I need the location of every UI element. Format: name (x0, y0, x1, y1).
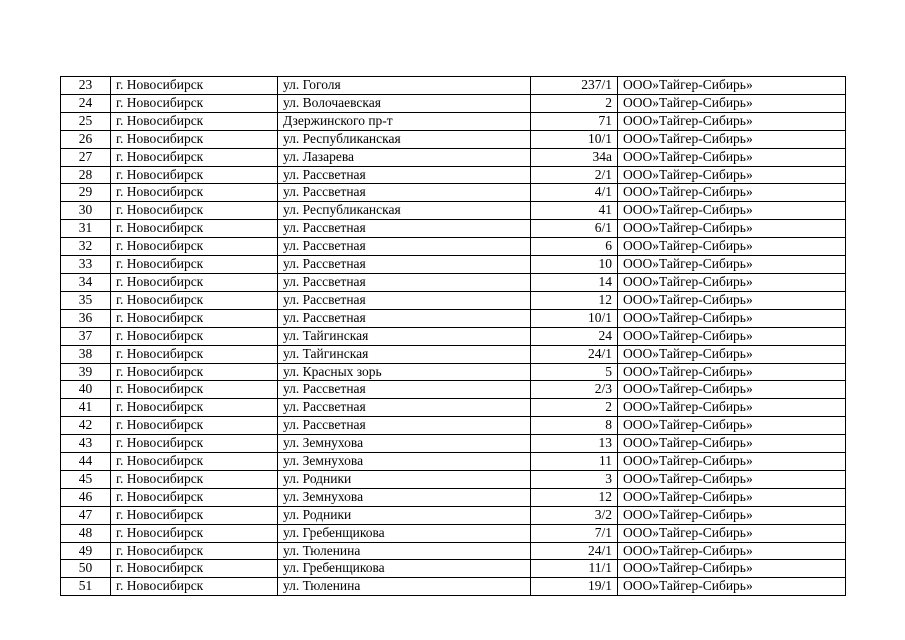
city-cell: г. Новосибирск (111, 345, 278, 363)
house-number-cell: 12 (531, 488, 618, 506)
company-cell: ООО»Тайгер-Сибирь» (618, 148, 846, 166)
street-cell: ул. Красных зорь (278, 363, 531, 381)
company-cell: ООО»Тайгер-Сибирь» (618, 524, 846, 542)
company-cell: ООО»Тайгер-Сибирь» (618, 291, 846, 309)
house-number-cell: 6 (531, 238, 618, 256)
company-cell: ООО»Тайгер-Сибирь» (618, 506, 846, 524)
city-cell: г. Новосибирск (111, 220, 278, 238)
street-cell: ул. Тайгинская (278, 345, 531, 363)
house-number-cell: 2 (531, 399, 618, 417)
company-cell: ООО»Тайгер-Сибирь» (618, 488, 846, 506)
street-cell: ул. Республиканская (278, 130, 531, 148)
row-number-cell: 23 (61, 77, 111, 95)
street-cell: ул. Гоголя (278, 77, 531, 95)
street-cell: ул. Земнухова (278, 453, 531, 471)
city-cell: г. Новосибирск (111, 112, 278, 130)
row-number-cell: 49 (61, 542, 111, 560)
city-cell: г. Новосибирск (111, 363, 278, 381)
street-cell: ул. Рассветная (278, 399, 531, 417)
table-row (61, 524, 846, 542)
city-cell: г. Новосибирск (111, 542, 278, 560)
street-cell: ул. Рассветная (278, 220, 531, 238)
company-cell: ООО»Тайгер-Сибирь» (618, 578, 846, 596)
table-row (61, 417, 846, 435)
house-number-cell: 13 (531, 435, 618, 453)
house-number-cell: 5 (531, 363, 618, 381)
table-row (61, 184, 846, 202)
table-row (61, 238, 846, 256)
row-number-cell: 36 (61, 309, 111, 327)
company-cell: ООО»Тайгер-Сибирь» (618, 166, 846, 184)
company-cell: ООО»Тайгер-Сибирь» (618, 309, 846, 327)
table-row (61, 453, 846, 471)
street-cell: ул. Рассветная (278, 381, 531, 399)
table-row (61, 273, 846, 291)
street-cell: ул. Рассветная (278, 184, 531, 202)
company-cell: ООО»Тайгер-Сибирь» (618, 417, 846, 435)
street-cell: ул. Тюленина (278, 542, 531, 560)
row-number-cell: 33 (61, 256, 111, 274)
house-number-cell: 3 (531, 470, 618, 488)
table-row (61, 256, 846, 274)
house-number-cell: 10 (531, 256, 618, 274)
table-row (61, 381, 846, 399)
street-cell: ул. Родники (278, 470, 531, 488)
row-number-cell: 40 (61, 381, 111, 399)
row-number-cell: 27 (61, 148, 111, 166)
city-cell: г. Новосибирск (111, 399, 278, 417)
house-number-cell: 8 (531, 417, 618, 435)
row-number-cell: 31 (61, 220, 111, 238)
house-number-cell: 2 (531, 94, 618, 112)
table-row (61, 291, 846, 309)
row-number-cell: 34 (61, 273, 111, 291)
row-number-cell: 46 (61, 488, 111, 506)
row-number-cell: 26 (61, 130, 111, 148)
house-number-cell: 19/1 (531, 578, 618, 596)
house-number-cell: 41 (531, 202, 618, 220)
street-cell: ул. Лазарева (278, 148, 531, 166)
city-cell: г. Новосибирск (111, 166, 278, 184)
city-cell: г. Новосибирск (111, 453, 278, 471)
city-cell: г. Новосибирск (111, 184, 278, 202)
house-number-cell: 10/1 (531, 309, 618, 327)
street-cell: ул. Рассветная (278, 309, 531, 327)
street-cell: Дзержинского пр-т (278, 112, 531, 130)
table-row (61, 345, 846, 363)
company-cell: ООО»Тайгер-Сибирь» (618, 273, 846, 291)
company-cell: ООО»Тайгер-Сибирь» (618, 435, 846, 453)
company-cell: ООО»Тайгер-Сибирь» (618, 220, 846, 238)
row-number-cell: 50 (61, 560, 111, 578)
table-row (61, 488, 846, 506)
street-cell: ул. Гребенщикова (278, 560, 531, 578)
company-cell: ООО»Тайгер-Сибирь» (618, 399, 846, 417)
house-number-cell: 2/3 (531, 381, 618, 399)
street-cell: ул. Родники (278, 506, 531, 524)
city-cell: г. Новосибирск (111, 309, 278, 327)
row-number-cell: 30 (61, 202, 111, 220)
house-number-cell: 71 (531, 112, 618, 130)
table-row (61, 470, 846, 488)
table-row (61, 399, 846, 417)
company-cell: ООО»Тайгер-Сибирь» (618, 238, 846, 256)
company-cell: ООО»Тайгер-Сибирь» (618, 184, 846, 202)
city-cell: г. Новосибирск (111, 381, 278, 399)
row-number-cell: 44 (61, 453, 111, 471)
city-cell: г. Новосибирск (111, 578, 278, 596)
city-cell: г. Новосибирск (111, 291, 278, 309)
company-cell: ООО»Тайгер-Сибирь» (618, 363, 846, 381)
company-cell: ООО»Тайгер-Сибирь» (618, 453, 846, 471)
company-cell: ООО»Тайгер-Сибирь» (618, 256, 846, 274)
house-number-cell: 10/1 (531, 130, 618, 148)
house-number-cell: 237/1 (531, 77, 618, 95)
city-cell: г. Новосибирск (111, 417, 278, 435)
city-cell: г. Новосибирск (111, 202, 278, 220)
house-number-cell: 4/1 (531, 184, 618, 202)
house-number-cell: 24/1 (531, 345, 618, 363)
house-number-cell: 12 (531, 291, 618, 309)
city-cell: г. Новосибирск (111, 327, 278, 345)
table-row (61, 560, 846, 578)
street-cell: ул. Земнухова (278, 488, 531, 506)
city-cell: г. Новосибирск (111, 130, 278, 148)
row-number-cell: 43 (61, 435, 111, 453)
city-cell: г. Новосибирск (111, 470, 278, 488)
row-number-cell: 28 (61, 166, 111, 184)
house-number-cell: 3/2 (531, 506, 618, 524)
table-row (61, 435, 846, 453)
row-number-cell: 41 (61, 399, 111, 417)
city-cell: г. Новосибирск (111, 560, 278, 578)
house-number-cell: 24/1 (531, 542, 618, 560)
table-row (61, 130, 846, 148)
row-number-cell: 39 (61, 363, 111, 381)
row-number-cell: 47 (61, 506, 111, 524)
company-cell: ООО»Тайгер-Сибирь» (618, 77, 846, 95)
row-number-cell: 37 (61, 327, 111, 345)
table-row (61, 202, 846, 220)
city-cell: г. Новосибирск (111, 94, 278, 112)
street-cell: ул. Гребенщикова (278, 524, 531, 542)
street-cell: ул. Рассветная (278, 273, 531, 291)
street-cell: ул. Тюленина (278, 578, 531, 596)
house-number-cell: 11 (531, 453, 618, 471)
row-number-cell: 42 (61, 417, 111, 435)
row-number-cell: 51 (61, 578, 111, 596)
table-row (61, 363, 846, 381)
address-table (60, 76, 846, 596)
address-table-body (61, 77, 846, 596)
city-cell: г. Новосибирск (111, 256, 278, 274)
company-cell: ООО»Тайгер-Сибирь» (618, 202, 846, 220)
city-cell: г. Новосибирск (111, 238, 278, 256)
company-cell: ООО»Тайгер-Сибирь» (618, 542, 846, 560)
house-number-cell: 2/1 (531, 166, 618, 184)
house-number-cell: 24 (531, 327, 618, 345)
row-number-cell: 29 (61, 184, 111, 202)
street-cell: ул. Рассветная (278, 166, 531, 184)
city-cell: г. Новосибирск (111, 148, 278, 166)
company-cell: ООО»Тайгер-Сибирь» (618, 112, 846, 130)
city-cell: г. Новосибирск (111, 273, 278, 291)
street-cell: ул. Земнухова (278, 435, 531, 453)
company-cell: ООО»Тайгер-Сибирь» (618, 560, 846, 578)
table-row (61, 327, 846, 345)
table-row (61, 506, 846, 524)
row-number-cell: 38 (61, 345, 111, 363)
row-number-cell: 48 (61, 524, 111, 542)
house-number-cell: 14 (531, 273, 618, 291)
street-cell: ул. Республиканская (278, 202, 531, 220)
row-number-cell: 32 (61, 238, 111, 256)
city-cell: г. Новосибирск (111, 77, 278, 95)
city-cell: г. Новосибирск (111, 435, 278, 453)
street-cell: ул. Рассветная (278, 291, 531, 309)
row-number-cell: 45 (61, 470, 111, 488)
house-number-cell: 34а (531, 148, 618, 166)
table-row (61, 148, 846, 166)
table-row (61, 309, 846, 327)
street-cell: ул. Тайгинская (278, 327, 531, 345)
table-row (61, 112, 846, 130)
table-row (61, 542, 846, 560)
company-cell: ООО»Тайгер-Сибирь» (618, 345, 846, 363)
table-row (61, 578, 846, 596)
row-number-cell: 24 (61, 94, 111, 112)
house-number-cell: 7/1 (531, 524, 618, 542)
company-cell: ООО»Тайгер-Сибирь» (618, 94, 846, 112)
table-row (61, 166, 846, 184)
company-cell: ООО»Тайгер-Сибирь» (618, 381, 846, 399)
street-cell: ул. Рассветная (278, 256, 531, 274)
company-cell: ООО»Тайгер-Сибирь» (618, 130, 846, 148)
city-cell: г. Новосибирск (111, 506, 278, 524)
table-row (61, 220, 846, 238)
house-number-cell: 6/1 (531, 220, 618, 238)
table-row (61, 77, 846, 95)
row-number-cell: 35 (61, 291, 111, 309)
city-cell: г. Новосибирск (111, 488, 278, 506)
street-cell: ул. Рассветная (278, 238, 531, 256)
table-row (61, 94, 846, 112)
street-cell: ул. Волочаевская (278, 94, 531, 112)
company-cell: ООО»Тайгер-Сибирь» (618, 327, 846, 345)
city-cell: г. Новосибирск (111, 524, 278, 542)
company-cell: ООО»Тайгер-Сибирь» (618, 470, 846, 488)
street-cell: ул. Рассветная (278, 417, 531, 435)
house-number-cell: 11/1 (531, 560, 618, 578)
row-number-cell: 25 (61, 112, 111, 130)
